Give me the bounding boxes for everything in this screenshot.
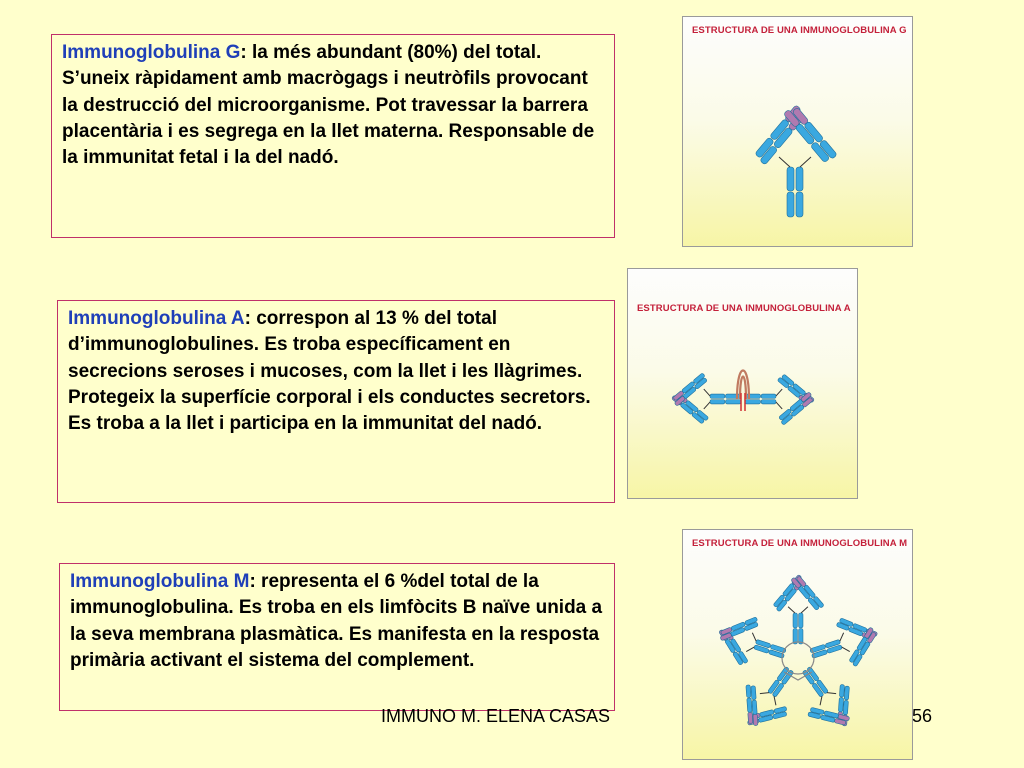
igm-antibody-diagram (683, 530, 913, 760)
slide-number: 56 (912, 706, 933, 726)
igg-description (51, 34, 615, 238)
antibody-monomer (803, 608, 886, 679)
iga-description (57, 300, 615, 503)
igm-figure-title: ESTRUCTURA DE UNA INMUNOGLOBULINA M (692, 538, 908, 549)
igm-text: : representa el 6 %del total de la immunoglobulina. Es troba en els limfòcits B naïve unida a la seva membrana plasmàtica. Es manifesta en la resposta primària activant el sistema del complement. (70, 571, 603, 671)
iga-text: : correspon al 13 % del total d’immunoglobulines. Es troba específicament en secrecions seroses i mucoses, com la llet i les llàgrimes. Protegeix la superfície corporal i els conductes secretors. Es troba a la llet i participa en la immunitat del nadó. (68, 308, 591, 435)
antibody-monomer (710, 607, 793, 678)
footer-author: IMMUNO M. ELENA CASAS (381, 706, 611, 726)
iga-antibody-diagram (628, 269, 858, 499)
antibody-monomer (753, 104, 837, 217)
igm-pentamer-shape (710, 574, 886, 741)
antibody-monomer (727, 654, 810, 741)
igg-figure-title: ESTRUCTURA DE UNA INMUNOGLOBULINA G (692, 25, 907, 36)
antibody-monomer (671, 373, 741, 425)
iga-dimer-shape (671, 371, 815, 426)
igm-structure-figure (682, 529, 913, 760)
igm-core (782, 642, 814, 674)
igm-description (59, 563, 615, 711)
igg-antibody-diagram (683, 17, 913, 247)
igg-monomer-shape (753, 104, 837, 217)
igg-text: : la més abundant (80%) del total. S’uneix ràpidament amb macrògags i neutròfils provocant la destrucció del microorganisme. Pot travessar la barrera placentària i es segrega en la llet materna. Responsable de la immunitat fetal i la del nadó. (62, 42, 595, 169)
igm-name: Immunoglobulina M (70, 571, 250, 592)
iga-name: Immunoglobulina A (68, 308, 245, 329)
antibody-monomer (772, 574, 824, 644)
antibody-monomer (745, 373, 815, 425)
igg-structure-figure (682, 16, 913, 247)
igg-name: Immunoglobulina G (62, 42, 241, 63)
iga-figure-title: ESTRUCTURA DE UNA INMUNOGLOBULINA A (637, 303, 851, 314)
iga-structure-figure (627, 268, 858, 499)
antibody-monomer (785, 654, 868, 741)
